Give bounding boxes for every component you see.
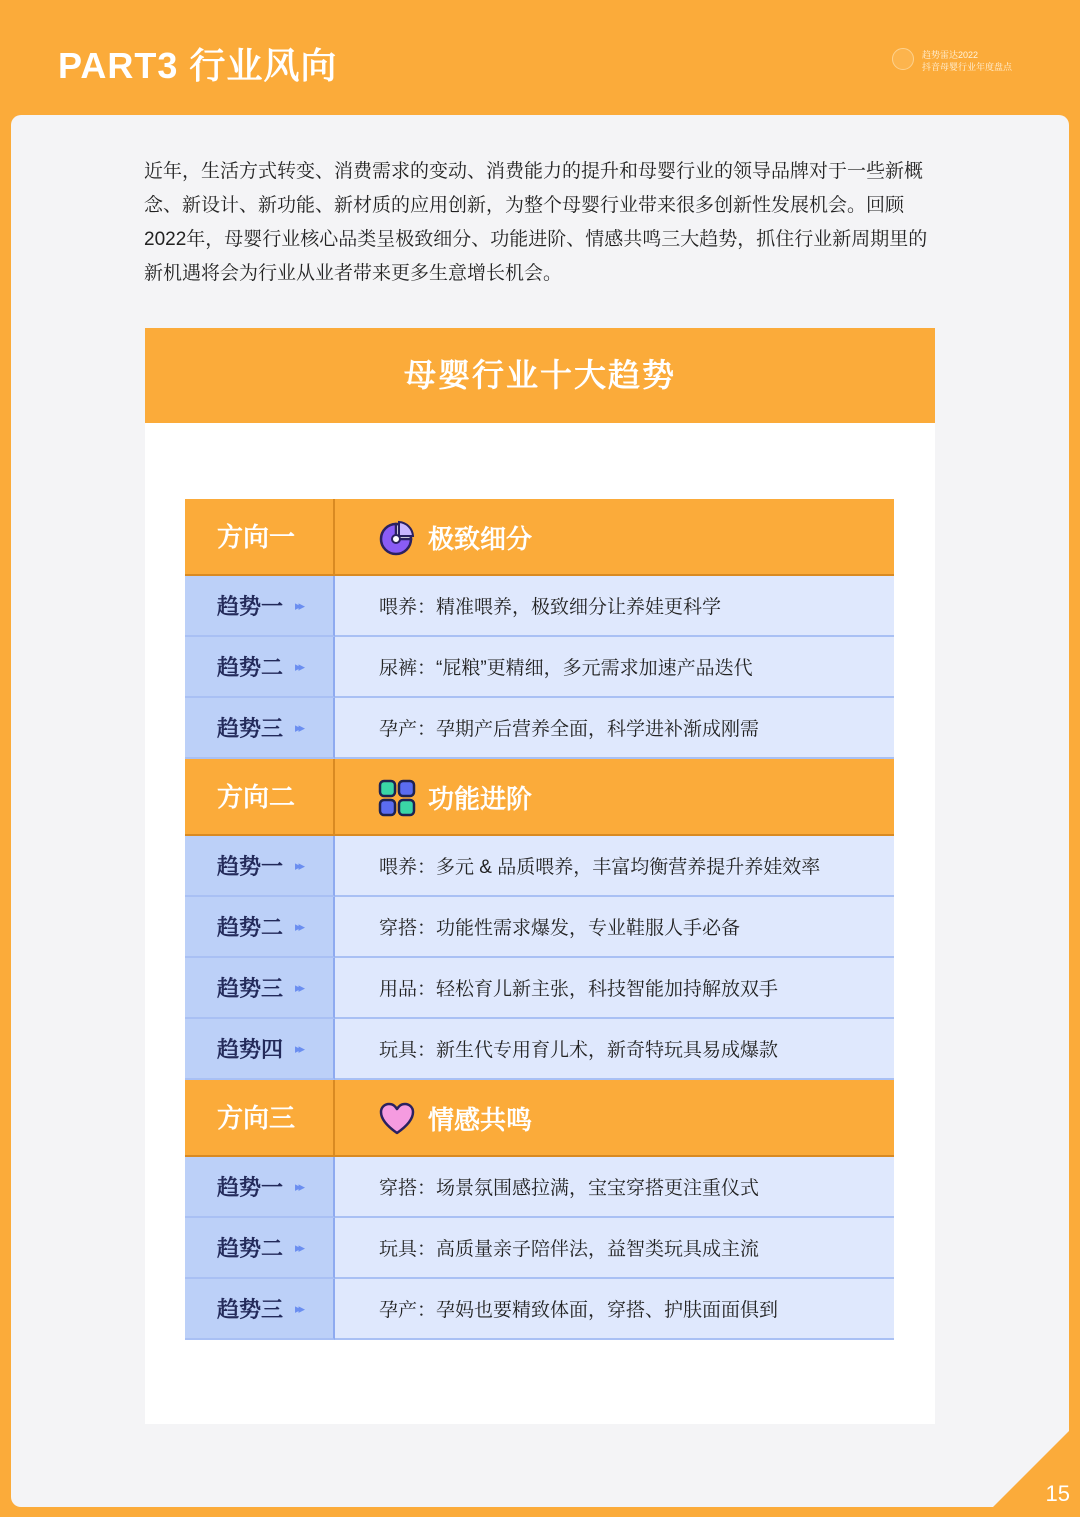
direction-title-text: 极致细分 <box>428 524 533 554</box>
direction-label: 方向二 <box>185 759 335 836</box>
pie-chart-icon <box>378 519 416 557</box>
direction-row <box>185 1080 894 1157</box>
double-arrow-icon: ▸▸ <box>295 918 303 934</box>
direction-title-text: 情感共鸣 <box>428 1105 533 1135</box>
direction-row <box>185 499 894 576</box>
heart-icon <box>378 1100 416 1138</box>
trend-label: 趋势二 <box>217 1236 284 1261</box>
direction-title <box>335 759 532 836</box>
direction-title <box>335 499 532 576</box>
trend-label: 趋势二 <box>217 655 284 680</box>
trend-label: 趋势三 <box>217 1297 284 1322</box>
trend-row <box>185 1019 894 1080</box>
double-arrow-icon: ▸▸ <box>295 1239 303 1255</box>
trend-row <box>185 1218 894 1279</box>
trend-row <box>185 698 894 759</box>
double-arrow-icon: ▸▸ <box>295 1040 303 1056</box>
trend-row <box>185 958 894 1019</box>
trend-text: 孕产：孕期产后营养全面，科学进补渐成刚需 <box>335 698 894 759</box>
trend-row <box>185 637 894 698</box>
trend-text: 喂养：多元 & 品质喂养，丰富均衡营养提升养娃效率 <box>335 836 894 897</box>
trend-text: 玩具：新生代专用育儿术，新奇特玩具易成爆款 <box>335 1019 894 1080</box>
direction-row <box>185 759 894 836</box>
direction-title <box>335 1080 532 1157</box>
trends-panel <box>145 328 935 1424</box>
trend-row <box>185 836 894 897</box>
page-title: PART3 行业风向 <box>58 45 338 86</box>
panel-title: 母婴行业十大趋势 <box>145 328 935 423</box>
double-arrow-icon: ▸▸ <box>295 1178 303 1194</box>
trend-text: 用品：轻松育儿新主张，科技智能加持解放双手 <box>335 958 894 1019</box>
trend-row <box>185 576 894 637</box>
double-arrow-icon: ▸▸ <box>295 1300 303 1316</box>
trend-text: 孕产：孕妈也要精致体面，穿搭、护肤面面俱到 <box>335 1279 894 1340</box>
trend-label: 趋势二 <box>217 915 284 940</box>
double-arrow-icon: ▸▸ <box>295 658 303 674</box>
double-arrow-icon: ▸▸ <box>295 597 303 613</box>
brand-mark <box>892 46 1042 76</box>
direction-label: 方向一 <box>185 499 335 576</box>
intro-paragraph: 近年，生活方式转变、消费需求的变动、消费能力的提升和母婴行业的领导品牌对于一些新概念、新设计、新功能、新材质的应用创新，为整个母婴行业带来很多创新性发展机会。回顾2022年，母婴行业核心品类呈极致细分、功能进阶、情感共鸣三大趋势，抓住行业新周期里的新机遇将会为行业从业者带来更多生意增长机会。 <box>144 161 928 284</box>
trend-text: 尿裤：“屁粮”更精细，多元需求加速产品迭代 <box>335 637 894 698</box>
trend-row <box>185 1279 894 1340</box>
brand-logo-icon <box>892 48 914 70</box>
trend-text: 穿搭：场景氛围感拉满，宝宝穿搭更注重仪式 <box>335 1157 894 1218</box>
trend-text: 玩具：高质量亲子陪伴法，益智类玩具成主流 <box>335 1218 894 1279</box>
double-arrow-icon: ▸▸ <box>295 857 303 873</box>
brand-line-1: 趋势雷达2022 <box>922 50 979 60</box>
direction-title-text: 功能进阶 <box>428 784 533 814</box>
page-number: 15 <box>1045 1481 1070 1506</box>
double-arrow-icon: ▸▸ <box>295 979 303 995</box>
trend-label: 趋势四 <box>217 1037 284 1062</box>
trend-text: 穿搭：功能性需求爆发，专业鞋服人手必备 <box>335 897 894 958</box>
brand-line-2: 抖音母婴行业年度盘点 <box>922 62 1013 72</box>
grid-icon <box>378 779 416 817</box>
double-arrow-icon: ▸▸ <box>295 719 303 735</box>
trend-label: 趋势一 <box>217 594 284 619</box>
trend-label: 趋势一 <box>217 1175 284 1200</box>
trend-row <box>185 1157 894 1218</box>
trend-text: 喂养：精准喂养，极致细分让养娃更科学 <box>335 576 894 637</box>
trend-table <box>185 499 894 1340</box>
trend-label: 趋势三 <box>217 976 284 1001</box>
trend-label: 趋势三 <box>217 716 284 741</box>
trend-label: 趋势一 <box>217 854 284 879</box>
direction-label: 方向三 <box>185 1080 335 1157</box>
trend-row <box>185 897 894 958</box>
